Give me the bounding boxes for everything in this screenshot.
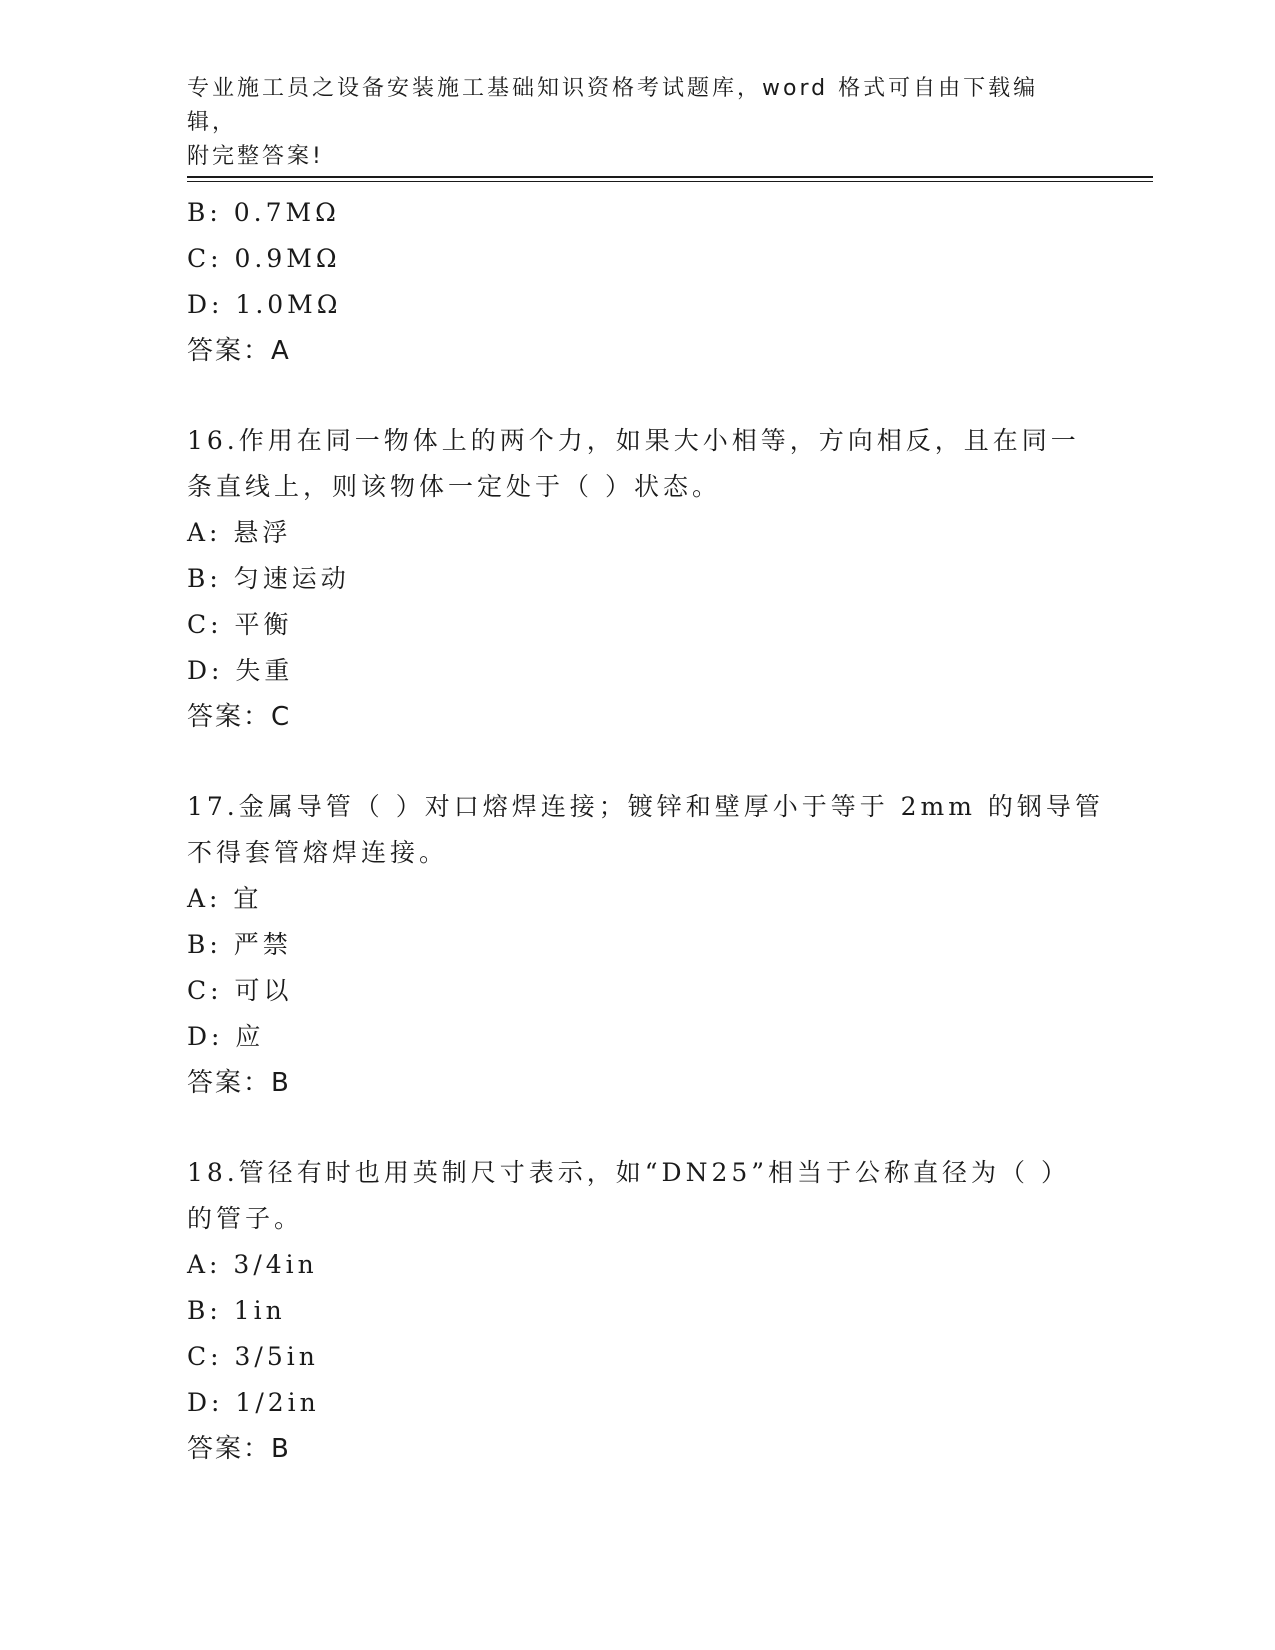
question-spacer [187,740,1087,784]
option-a: A: 悬浮 [187,518,292,547]
option-b: B: 匀速运动 [187,564,350,593]
header-divider-thin [187,181,1153,182]
partial-question [187,190,1087,374]
option-a: A: 宜 [187,884,263,913]
question-stem-line: 条直线上，则该物体一定处于（ ）状态。 [187,472,721,501]
header-line-1: 专业施工员之设备安装施工基础知识资格考试题库，word 格式可自由下载编辑， [187,76,1039,135]
option-d: D: 1/2in [187,1388,320,1417]
option-d: D: 1.0MΩ [187,290,342,319]
question-content [187,190,1104,1472]
answer-line: 答案：A [187,336,291,366]
answer-line: 答案：B [187,1068,291,1098]
question-spacer [187,374,1087,418]
option-c: C: 平衡 [187,610,293,639]
question-stem-line: 16.作用在同一物体上的两个力，如果大小相等，方向相反，且在同一 [187,426,1080,455]
question-17 [187,784,1104,1106]
question-spacer [187,1106,1087,1150]
option-d: D: 应 [187,1022,265,1051]
option-c: C: 0.9MΩ [187,244,341,273]
document-header [187,72,1087,174]
question-stem-line: 18.管径有时也用英制尺寸表示，如“DN25”相当于公称直径为（ ） [187,1158,1070,1187]
question-16 [187,418,1087,740]
option-a: A: 3/4in [187,1250,318,1279]
header-divider-thick [187,176,1153,178]
option-b: B: 严禁 [187,930,292,959]
answer-line: 答案：C [187,702,292,732]
option-b: B: 1in [187,1296,286,1325]
question-stem-line: 17.金属导管（ ）对口熔焊连接；镀锌和壁厚小于等于 2mm 的钢导管 [187,792,1104,821]
option-d: D: 失重 [187,656,294,685]
option-c: C: 3/5in [187,1342,319,1371]
header-line-2: 附完整答案! [187,144,324,169]
answer-line: 答案：B [187,1434,291,1464]
question-stem-line: 的管子。 [187,1204,304,1233]
option-c: C: 可以 [187,976,293,1005]
question-18 [187,1150,1087,1472]
option-b: B: 0.7MΩ [187,198,340,227]
question-stem-line: 不得套管熔焊连接。 [187,838,449,867]
